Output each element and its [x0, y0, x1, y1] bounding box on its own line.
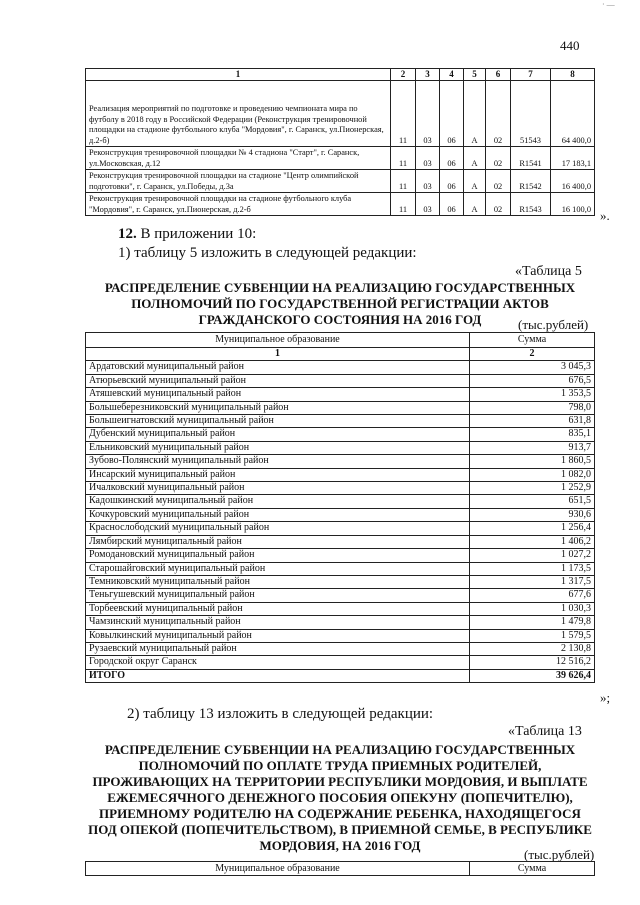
table-row [86, 629, 595, 642]
paragraph-number: 12. [118, 226, 137, 242]
heading-line: МОРДОВИЯ, НА 2016 ГОД [259, 838, 421, 853]
amount-value: 2 130,8 [470, 642, 595, 655]
amount-value: 913,7 [470, 441, 595, 454]
page-number: 440 [560, 38, 580, 53]
cell: 06 [440, 193, 464, 216]
cell: 02 [486, 170, 511, 193]
amount-value: 677,6 [470, 589, 595, 602]
table-row [86, 374, 595, 387]
municipality-name: Старошайговский муниципальный район [86, 562, 470, 575]
cell: 06 [440, 170, 464, 193]
amount-value: 1 252,9 [470, 482, 595, 495]
cell-amount: 16 400,0 [551, 170, 595, 193]
cell: 03 [416, 193, 440, 216]
heading-line: ПОЛНОМОЧИЙ ПО ГОСУДАРСТВЕННОЙ РЕГИСТРАЦИИ АКТОВ [131, 296, 549, 311]
paragraph-text: В приложении 10: [140, 226, 257, 242]
municipality-name: Краснослободский муниципальный район [86, 522, 470, 535]
cell: 06 [440, 147, 464, 170]
heading-line: ПРОЖИВАЮЩИХ НА ТЕРРИТОРИИ РЕСПУБЛИКИ МОРДОВИЯ, И ВЫПЛАТЕ [92, 774, 588, 789]
cell: 11 [391, 193, 416, 216]
municipality-name: Кочкуровский муниципальный район [86, 508, 470, 521]
table-row [86, 428, 595, 441]
col-index: 1 [86, 348, 470, 361]
col-header: 6 [486, 69, 511, 81]
amount-value: 631,8 [470, 415, 595, 428]
amount-value: 1 579,5 [470, 629, 595, 642]
amount-value: 1 479,8 [470, 616, 595, 629]
top-table-header [86, 69, 595, 81]
municipality-name: Ковылкинский муниципальный район [86, 629, 470, 642]
col-header-municipality: Муниципальное образование [86, 862, 470, 876]
col-header: 7 [511, 69, 551, 81]
cell: А [464, 170, 486, 193]
cell: R1542 [511, 170, 551, 193]
cell-amount: 16 100,0 [551, 193, 595, 216]
table-row [86, 562, 595, 575]
municipality-name: Дубенский муниципальный район [86, 428, 470, 441]
municipality-name: Темниковский муниципальный район [86, 575, 470, 588]
table-row [86, 482, 595, 495]
row-description: Реализация мероприятий по подготовке и проведению чемпионата мира по футболу в 2018 году в Российской Федерации (Реконструкция тренировочной площадки на стадионе футбольного клуба "Мордовия", г. Саранск, ул.Пионерская, д.2-б) [86, 81, 391, 147]
corner-mark: · — [602, 0, 615, 9]
municipality-name: Ичалковский муниципальный район [86, 482, 470, 495]
amount-value: 651,5 [470, 495, 595, 508]
cell: 03 [416, 170, 440, 193]
col-header: 8 [551, 69, 595, 81]
table-row [86, 388, 595, 401]
total-value: 39 626,4 [470, 669, 595, 682]
col-header: 5 [464, 69, 486, 81]
cell: А [464, 193, 486, 216]
table-row [86, 468, 595, 481]
table-row [86, 170, 595, 193]
municipality-name: Ельниковский муниципальный район [86, 441, 470, 454]
municipality-name: Атяшевский муниципальный район [86, 388, 470, 401]
cell: 11 [391, 147, 416, 170]
total-label: ИТОГО [86, 669, 470, 682]
cell: 11 [391, 170, 416, 193]
item-2: 2) таблицу 13 изложить в следующей редакции: [127, 706, 434, 722]
table-5 [85, 332, 595, 683]
municipality-name: Зубово-Полянский муниципальный район [86, 455, 470, 468]
table-row [86, 656, 595, 669]
cell: 02 [486, 147, 511, 170]
paragraph-12 [118, 226, 256, 243]
table-13 [85, 861, 595, 876]
cell: 51543 [511, 81, 551, 147]
cell-amount: 17 183,1 [551, 147, 595, 170]
col-index: 2 [470, 348, 595, 361]
cell: 03 [416, 147, 440, 170]
table-row [86, 147, 595, 170]
cell: R1541 [511, 147, 551, 170]
table-row [86, 81, 595, 147]
table-13-header [86, 862, 595, 876]
amount-value: 798,0 [470, 401, 595, 414]
amount-value: 12 516,2 [470, 656, 595, 669]
table-5-header [86, 333, 595, 348]
amount-value: 1 030,3 [470, 602, 595, 615]
municipality-name: Атюрьевский муниципальный район [86, 374, 470, 387]
municipality-name: Ардатовский муниципальный район [86, 361, 470, 374]
amount-value: 1 256,4 [470, 522, 595, 535]
heading-line: ПРИЕМНОМУ РОДИТЕЛЮ НА СОДЕРЖАНИЕ РЕБЕНКА, НАХОДЯЩЕГОСЯ [99, 806, 581, 821]
cell: 06 [440, 81, 464, 147]
amount-value: 1 317,5 [470, 575, 595, 588]
table-13-heading [70, 742, 610, 854]
table-row [86, 495, 595, 508]
closing-quote: ». [600, 208, 610, 223]
municipality-name: Кадошкинский муниципальный район [86, 495, 470, 508]
amount-value: 1 027,2 [470, 549, 595, 562]
cell: 02 [486, 81, 511, 147]
municipality-name: Теньгушевский муниципальный район [86, 589, 470, 602]
cell: А [464, 81, 486, 147]
table-row [86, 193, 595, 216]
cell: 02 [486, 193, 511, 216]
municipality-name: Большеигнатовский муниципальный район [86, 415, 470, 428]
col-header: 3 [416, 69, 440, 81]
col-header-municipality: Муниципальное образование [86, 333, 470, 348]
table-row [86, 549, 595, 562]
cell: 11 [391, 81, 416, 147]
amount-value: 835,1 [470, 428, 595, 441]
table-row [86, 401, 595, 414]
heading-line: ПОЛНОМОЧИЙ ПО ОПЛАТЕ ТРУДА ПРИЕМНЫХ РОДИТЕЛЕЙ, [138, 758, 542, 773]
table-row [86, 602, 595, 615]
table-5-label: «Таблица 5 [515, 264, 582, 279]
municipality-name: Лямбирский муниципальный район [86, 535, 470, 548]
col-header-sum: Сумма [470, 333, 595, 348]
municipality-name: Рузаевский муниципальный район [86, 642, 470, 655]
table-row [86, 575, 595, 588]
col-header: 4 [440, 69, 464, 81]
top-table [85, 68, 595, 216]
heading-line: ЕЖЕМЕСЯЧНОГО ДЕНЕЖНОГО ПОСОБИЯ ОПЕКУНУ (ПОПЕЧИТЕЛЮ), [107, 790, 573, 805]
table-row [86, 508, 595, 521]
table-row [86, 361, 595, 374]
closing-quote: »; [600, 690, 611, 705]
col-header: 1 [86, 69, 391, 81]
row-description: Реконструкция тренировочной площадки на стадионе "Центр олимпийской подготовки", г. Саранск, ул.Победы, д.3а [86, 170, 391, 193]
amount-value: 930,6 [470, 508, 595, 521]
table-row [86, 589, 595, 602]
municipality-name: Большеберезниковский муниципальный район [86, 401, 470, 414]
table-row [86, 535, 595, 548]
municipality-name: Инсарский муниципальный район [86, 468, 470, 481]
table-5-unit: (тыс.рублей) [518, 317, 589, 332]
item-1: 1) таблицу 5 изложить в следующей редакции: [118, 245, 417, 261]
heading-line: РАСПРЕДЕЛЕНИЕ СУБВЕНЦИИ НА РЕАЛИЗАЦИЮ ГОСУДАРСТВЕННЫХ [104, 742, 576, 757]
amount-value: 1 173,5 [470, 562, 595, 575]
heading-line: ГРАЖДАНСКОГО СОСТОЯНИЯ НА 2016 ГОД [198, 312, 482, 327]
cell: R1543 [511, 193, 551, 216]
amount-value: 3 045,3 [470, 361, 595, 374]
municipality-name: Чамзинский муниципальный район [86, 616, 470, 629]
table-row [86, 522, 595, 535]
table-row [86, 616, 595, 629]
municipality-name: Городской округ Саранск [86, 656, 470, 669]
municipality-name: Торбеевский муниципальный район [86, 602, 470, 615]
row-description: Реконструкция тренировочной площадки на стадионе футбольного клуба "Мордовия", г. Саранск, ул.Пионерская, д.2-б [86, 193, 391, 216]
table-row [86, 415, 595, 428]
table-13-unit: (тыс.рублей) [524, 847, 595, 862]
amount-value: 1 860,5 [470, 455, 595, 468]
cell: 03 [416, 81, 440, 147]
amount-value: 1 406,2 [470, 535, 595, 548]
col-header: 2 [391, 69, 416, 81]
total-row [86, 669, 595, 682]
col-header-sum: Сумма [470, 862, 595, 876]
amount-value: 1 353,5 [470, 388, 595, 401]
municipality-name: Ромодановский муниципальный район [86, 549, 470, 562]
heading-line: РАСПРЕДЕЛЕНИЕ СУБВЕНЦИИ НА РЕАЛИЗАЦИЮ ГОСУДАРСТВЕННЫХ [104, 280, 576, 295]
cell-amount: 64 400,0 [551, 81, 595, 147]
table-row [86, 455, 595, 468]
heading-line: ПОД ОПЕКОЙ (ПОПЕЧИТЕЛЬСТВОМ), В ПРИЕМНОЙ СЕМЬЕ, В РЕСПУБЛИКЕ [88, 822, 592, 837]
cell: А [464, 147, 486, 170]
row-description: Реконструкция тренировочной площадки № 4 стадиона "Старт", г. Саранск, ул.Московская, д.12 [86, 147, 391, 170]
index-row [86, 348, 595, 361]
amount-value: 676,5 [470, 374, 595, 387]
table-row [86, 642, 595, 655]
amount-value: 1 082,0 [470, 468, 595, 481]
table-row [86, 441, 595, 454]
table-13-label: «Таблица 13 [508, 724, 582, 739]
